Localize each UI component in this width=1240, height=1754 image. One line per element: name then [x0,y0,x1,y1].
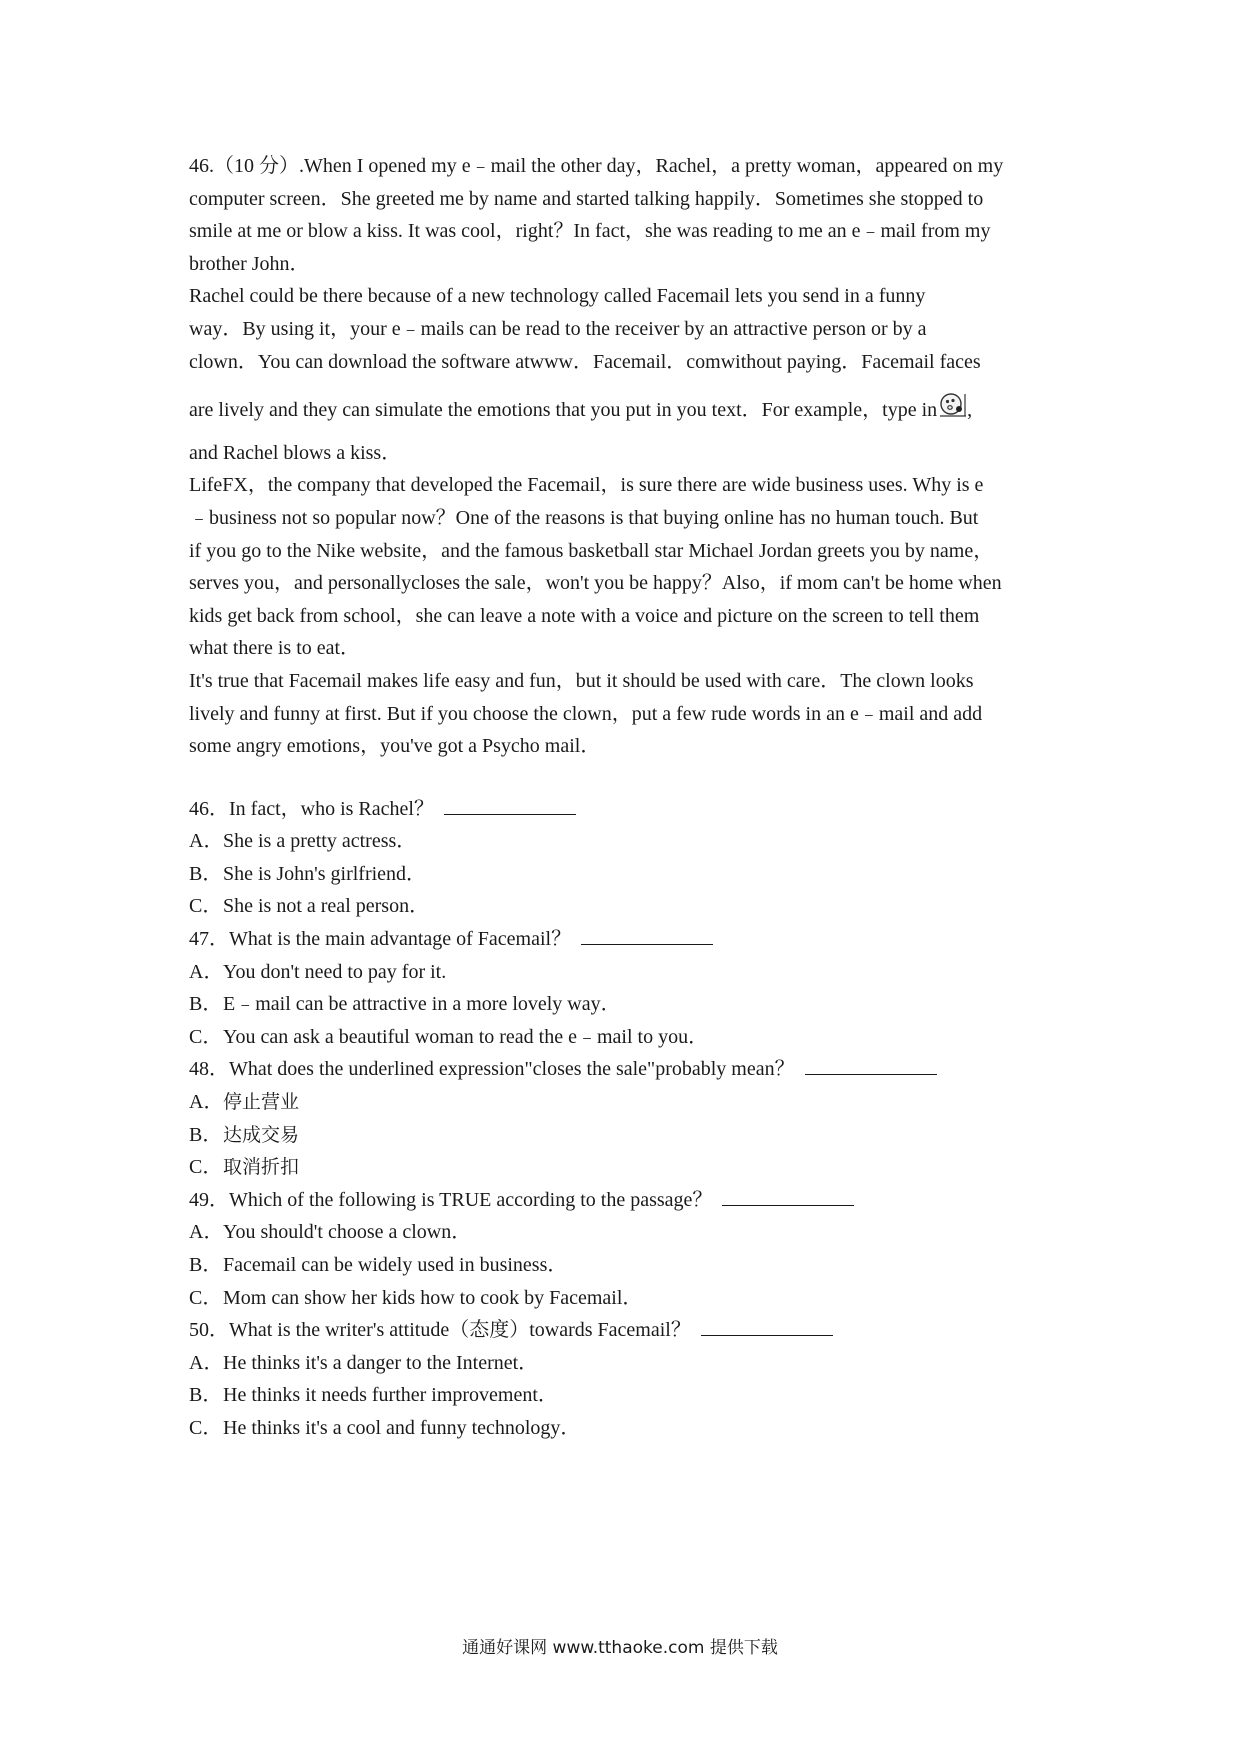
option-b[interactable] [189,1119,1064,1152]
passage-line: what there is to eat． [189,637,361,660]
passage-line: ﹣business not so popular now？One of the reasons is that buying online has no human touch. But [189,506,979,529]
option-text: He thinks it needs further improvement． [223,1384,558,1407]
passage-line: some angry emotions，you've got a Psycho mail． [189,735,601,758]
option-b[interactable] [189,1249,1064,1282]
passage-line: It's true that Facemail makes life easy and fun，but it should be used with care．The clown looks [189,669,974,692]
option-text: She is John's girlfriend． [223,862,427,885]
page-footer: 通通好课网 www.tthaoke.com 提供下载 [462,1638,778,1658]
passage-paragraph-1 [189,150,1064,280]
option-a[interactable] [189,1086,1064,1119]
option-b[interactable] [189,988,1064,1021]
answer-blank[interactable] [581,926,713,945]
question-47 [189,923,1064,1053]
kiss-emoticon-icon [939,392,967,418]
question-list [189,793,1064,1445]
option-text: 停止营业 [223,1091,300,1114]
answer-blank[interactable] [444,796,576,815]
option-letter: A． [189,1351,224,1374]
option-letter: A． [189,1221,224,1244]
option-letter: B． [189,1254,223,1276]
option-text: She is not a real person． [223,895,430,918]
passage-line: computer screen．She greeted me by name and started talking happily．Sometimes she stopped to [189,187,984,210]
option-text: 取消折扣 [223,1156,300,1179]
passage-text: are lively and they can simulate the emotions that you put in you text．For example，type in [189,399,938,422]
passage-paragraph-4 [189,665,1064,763]
passage-paragraph-2 [189,280,1064,469]
option-text: E﹣mail can be attractive in a more lovely way． [223,993,621,1016]
option-letter: B． [189,1384,223,1407]
option-b[interactable] [189,1379,1064,1412]
passage-line: brother John． [189,252,310,275]
passage-line: lively and funny at first. But if you choose the clown，put a few rude words in an e﹣mail and add [189,702,983,725]
question-stem [189,1053,1064,1086]
option-c[interactable] [189,1021,1064,1054]
option-letter: A． [189,960,224,983]
answer-blank[interactable] [722,1187,854,1206]
question-stem-text: 48．What does the underlined expression"closes the sale"probably mean？ [189,1058,795,1081]
option-letter: C． [189,1156,223,1179]
option-a[interactable] [189,825,1064,858]
question-48 [189,1053,1064,1183]
option-c[interactable] [189,890,1064,923]
passage-line: if you go to the Nike website，and the famous basketball star Michael Jordan greets you by name， [189,539,994,562]
option-letter: C． [189,1286,223,1309]
question-stem [189,793,1064,826]
question-stem-text: 47．What is the main advantage of Facemail？ [189,928,572,951]
option-text: Mom can show her kids how to cook by Facemail． [223,1286,643,1309]
option-a[interactable] [189,956,1064,989]
question-stem [189,923,1064,956]
passage-line: and Rachel blows a kiss． [189,441,402,464]
answer-blank[interactable] [701,1317,833,1336]
question-50 [189,1314,1064,1444]
question-46 [189,793,1064,923]
question-stem-text: 46．In fact，who is Rachel？ [189,797,434,820]
passage-line: kids get back from school，she can leave a note with a voice and picture on the screen to tell them [189,604,980,627]
passage-line: 46.（10 分）.When I opened my e﹣mail the other day，Rachel，a pretty woman，appeared on my [189,155,1004,177]
option-a[interactable] [189,1347,1064,1380]
option-text: She is a pretty actress． [223,830,417,853]
option-text: Facemail can be widely used in business． [223,1254,568,1276]
question-49 [189,1184,1064,1314]
option-text: 达成交易 [223,1123,300,1146]
option-c[interactable] [189,1151,1064,1184]
passage-line-with-emoticon [189,392,1064,427]
option-letter: A． [189,830,224,853]
question-stem [189,1184,1064,1217]
option-letter: C． [189,895,223,918]
passage-line: clown．You can download the software atwww．Facemail．comwithout paying．Facemail faces [189,350,981,373]
option-c[interactable] [189,1412,1064,1445]
answer-blank[interactable] [805,1056,937,1075]
exam-page [189,150,1064,1445]
question-stem [189,1314,1064,1347]
passage-line: Rachel could be there because of a new technology called Facemail lets you send in a funny [189,285,926,308]
option-text: You don't need to pay for it. [223,960,447,983]
option-text: You can ask a beautiful woman to read the e﹣mail to you． [223,1025,709,1048]
option-a[interactable] [189,1216,1064,1249]
option-letter: C． [189,1025,223,1048]
option-letter: B． [189,993,223,1016]
passage-line: way．By using it，your e﹣mails can be read to the receiver by an attractive person or by a [189,317,927,340]
option-c[interactable] [189,1282,1064,1315]
question-stem-text: 50．What is the writer's attitude（态度）towards Facemail？ [189,1319,691,1342]
option-text: He thinks it's a danger to the Internet． [223,1351,539,1374]
passage-line: serves you，and personallycloses the sale，won't you be happy？Also，if mom can't be home when [189,572,1002,595]
option-text: He thinks it's a cool and funny technology． [223,1416,581,1439]
passage-line: LifeFX，the company that developed the Facemail，is sure there are wide business uses. Why is e [189,474,984,497]
passage-text: , [967,399,973,422]
option-letter: B． [189,1123,223,1146]
question-stem-text: 49．Which of the following is TRUE according to the passage？ [189,1188,713,1211]
passage-line: smile at me or blow a kiss. It was cool，right？In fact，she was reading to me an e﹣mail from my [189,220,991,243]
option-letter: B． [189,862,223,885]
passage-paragraph-3 [189,469,1064,665]
option-letter: A． [189,1091,224,1114]
option-b[interactable] [189,858,1064,891]
option-letter: C． [189,1416,223,1439]
option-text: You should't choose a clown． [223,1221,472,1244]
